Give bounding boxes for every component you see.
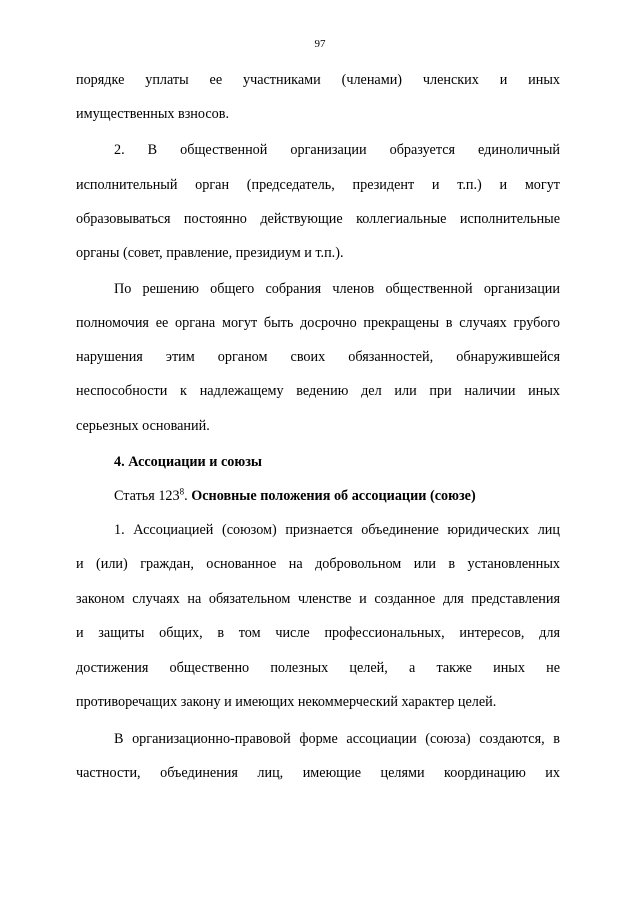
text-line: 1. Ассоциацией (союзом) признается объединение юридических лиц [114, 522, 560, 538]
text-line: 2. В общественной организации образуется единоличный [114, 142, 560, 158]
text-line: серьезных оснований. [76, 418, 210, 434]
text-line: нарушения этим органом своих обязанностей, обнаружившейся [76, 349, 560, 365]
text-line: неспособности к надлежащему ведению дел или при наличии иных [76, 383, 560, 399]
text-line: законом случаях на обязательном членстве и созданное для представления [76, 591, 560, 607]
text-line: полномочия ее органа могут быть досрочно прекращены в случаях грубого [76, 315, 560, 331]
text-line: порядке уплаты ее участниками (членами) членских и иных [76, 72, 560, 88]
text-line: исполнительный орган (председатель, президент и т.п.) и могут [76, 177, 560, 193]
text-line: частности, объединения лиц, имеющие целями координацию их [76, 765, 560, 781]
text-line: противоречащих закону и имеющих некоммерческий характер целей. [76, 694, 497, 710]
article-separator: . [184, 488, 192, 504]
article-title: Основные положения об ассоциации (союзе) [191, 488, 476, 504]
text-line: органы (совет, правление, президиум и т.п.). [76, 245, 344, 261]
page-number: 97 [314, 38, 326, 50]
article-superscript: 8 [179, 486, 185, 497]
text-line: и защиты общих, в том числе профессиональных, интересов, для [76, 625, 560, 641]
text-line: В организационно-правовой форме ассоциации (союза) создаются, в [114, 731, 560, 747]
text-line: По решению общего собрания членов общественной организации [114, 281, 560, 297]
section-heading-text: 4. Ассоциации и союзы [114, 454, 263, 470]
text-line: достижения общественно полезных целей, а также иных не [76, 660, 560, 676]
text-line: имущественных взносов. [76, 106, 229, 122]
article-number: Статья 123 [114, 488, 180, 504]
text-line: и (или) граждан, основанное на добровольном или в установленных [76, 556, 560, 572]
section-heading [114, 454, 560, 470]
article-heading [114, 488, 560, 504]
text-line: образовываться постоянно действующие коллегиальные исполнительные [76, 211, 560, 227]
